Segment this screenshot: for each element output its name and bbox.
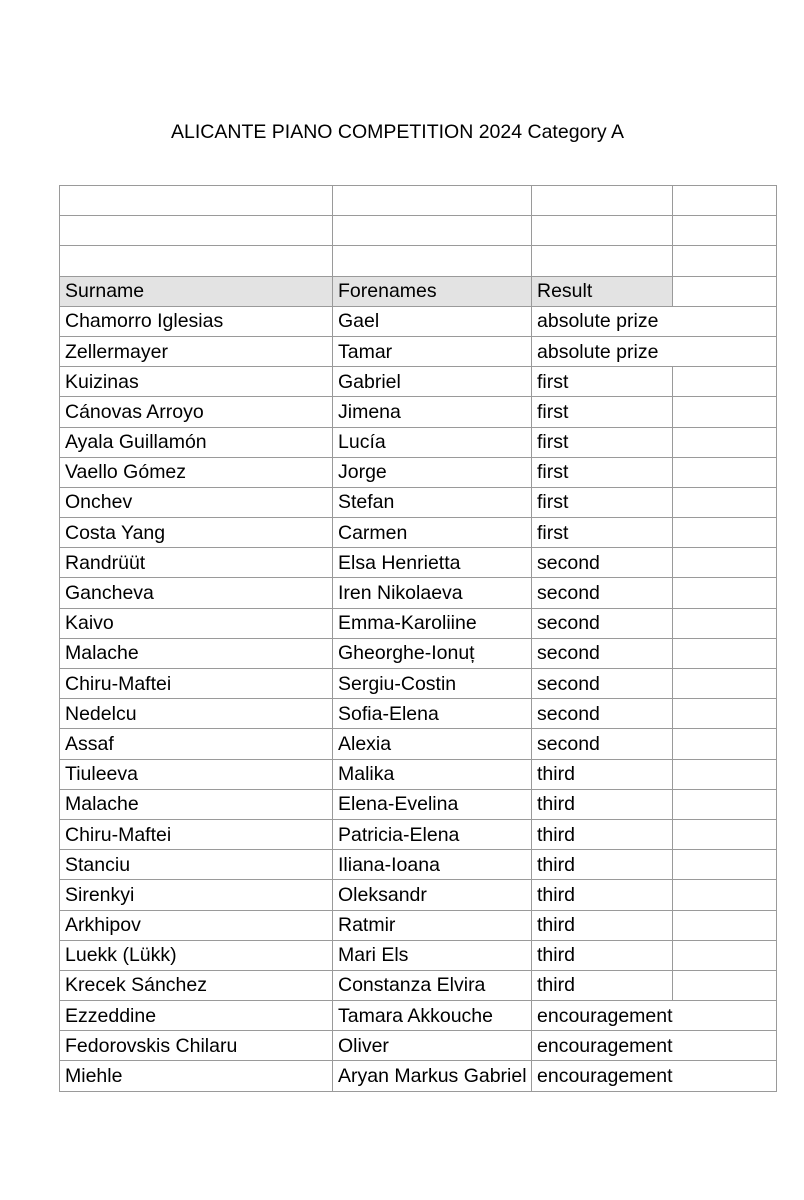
empty-cell[interactable] bbox=[673, 970, 777, 1000]
empty-cell[interactable] bbox=[673, 789, 777, 819]
table-row bbox=[60, 880, 777, 910]
empty-cell[interactable] bbox=[673, 487, 777, 517]
surname-cell[interactable]: Malache bbox=[60, 789, 333, 819]
page-title: ALICANTE PIANO COMPETITION 2024 Category A bbox=[171, 121, 624, 143]
result-cell[interactable]: third bbox=[532, 970, 673, 1000]
surname-cell[interactable]: Ayala Guillamón bbox=[60, 427, 333, 457]
result-cell[interactable]: second bbox=[532, 578, 673, 608]
header-forenames[interactable]: Forenames bbox=[333, 276, 532, 306]
empty-row bbox=[60, 216, 777, 246]
forenames-cell[interactable]: Gheorghe-Ionuț bbox=[333, 638, 532, 668]
result-cell[interactable]: second bbox=[532, 729, 673, 759]
empty-cell[interactable] bbox=[673, 427, 777, 457]
empty-cell[interactable] bbox=[673, 367, 777, 397]
empty-row bbox=[60, 186, 777, 216]
table-row bbox=[60, 669, 777, 699]
table-row bbox=[60, 306, 777, 336]
result-cell[interactable]: encouragement bbox=[532, 1001, 673, 1031]
empty-cell[interactable] bbox=[673, 759, 777, 789]
forenames-cell[interactable]: Aryan Markus Gabriel bbox=[333, 1061, 532, 1091]
forenames-cell[interactable]: Carmen bbox=[333, 518, 532, 548]
result-cell[interactable]: second bbox=[532, 699, 673, 729]
result-cell[interactable]: absolute prize bbox=[532, 306, 673, 336]
empty-row bbox=[60, 246, 777, 276]
empty-cell[interactable] bbox=[673, 518, 777, 548]
forenames-cell[interactable]: Gabriel bbox=[333, 367, 532, 397]
forenames-cell[interactable]: Mari Els bbox=[333, 940, 532, 970]
surname-cell[interactable]: Chiru-Maftei bbox=[60, 669, 333, 699]
table-row bbox=[60, 457, 777, 487]
table-row bbox=[60, 487, 777, 517]
surname-cell[interactable]: Fedorovskis Chilaru bbox=[60, 1031, 333, 1061]
forenames-cell[interactable]: Constanza Elvira bbox=[333, 970, 532, 1000]
empty-cell[interactable] bbox=[673, 1031, 777, 1061]
table-row bbox=[60, 789, 777, 819]
table-row bbox=[60, 1001, 777, 1031]
empty-cell[interactable] bbox=[333, 216, 532, 246]
table-row bbox=[60, 638, 777, 668]
table-row bbox=[60, 548, 777, 578]
result-cell[interactable]: absolute prize bbox=[532, 336, 673, 366]
forenames-cell[interactable]: Elsa Henrietta bbox=[333, 548, 532, 578]
table-row bbox=[60, 1031, 777, 1061]
empty-cell[interactable] bbox=[673, 819, 777, 849]
forenames-cell[interactable]: Malika bbox=[333, 759, 532, 789]
empty-cell[interactable] bbox=[673, 397, 777, 427]
result-cell[interactable]: first bbox=[532, 397, 673, 427]
empty-cell[interactable] bbox=[333, 246, 532, 276]
result-cell[interactable]: second bbox=[532, 669, 673, 699]
surname-cell[interactable]: Sirenkyi bbox=[60, 880, 333, 910]
forenames-cell[interactable]: Patricia-Elena bbox=[333, 819, 532, 849]
surname-cell[interactable]: Assaf bbox=[60, 729, 333, 759]
table-row bbox=[60, 367, 777, 397]
empty-cell[interactable] bbox=[532, 246, 673, 276]
surname-cell[interactable]: Tiuleeva bbox=[60, 759, 333, 789]
forenames-cell[interactable]: Gael bbox=[333, 306, 532, 336]
empty-cell[interactable] bbox=[673, 940, 777, 970]
table-row bbox=[60, 518, 777, 548]
empty-cell[interactable] bbox=[673, 306, 777, 336]
table-row bbox=[60, 759, 777, 789]
results-table bbox=[59, 185, 777, 1092]
empty-cell[interactable] bbox=[673, 216, 777, 246]
result-cell[interactable]: third bbox=[532, 759, 673, 789]
surname-cell[interactable]: Cánovas Arroyo bbox=[60, 397, 333, 427]
result-cell[interactable]: first bbox=[532, 427, 673, 457]
header-row bbox=[60, 276, 777, 306]
surname-cell[interactable]: Vaello Gómez bbox=[60, 457, 333, 487]
forenames-cell[interactable]: Stefan bbox=[333, 487, 532, 517]
table-row bbox=[60, 699, 777, 729]
surname-cell[interactable]: Ezzeddine bbox=[60, 1001, 333, 1031]
header-surname[interactable]: Surname bbox=[60, 276, 333, 306]
empty-cell[interactable] bbox=[673, 669, 777, 699]
result-cell[interactable]: first bbox=[532, 518, 673, 548]
forenames-cell[interactable]: Sergiu-Costin bbox=[333, 669, 532, 699]
result-cell[interactable]: encouragement bbox=[532, 1031, 673, 1061]
empty-cell[interactable] bbox=[673, 880, 777, 910]
table-row bbox=[60, 850, 777, 880]
table-row bbox=[60, 729, 777, 759]
empty-cell[interactable] bbox=[532, 186, 673, 216]
table-row bbox=[60, 910, 777, 940]
surname-cell[interactable]: Luekk (Lükk) bbox=[60, 940, 333, 970]
result-cell[interactable]: second bbox=[532, 638, 673, 668]
result-cell[interactable]: third bbox=[532, 850, 673, 880]
forenames-cell[interactable]: Lucía bbox=[333, 427, 532, 457]
empty-cell[interactable] bbox=[60, 246, 333, 276]
result-cell[interactable]: third bbox=[532, 789, 673, 819]
result-cell[interactable]: encouragement bbox=[532, 1061, 673, 1091]
empty-cell[interactable] bbox=[673, 578, 777, 608]
result-cell[interactable]: first bbox=[532, 487, 673, 517]
surname-cell[interactable]: Randrüüt bbox=[60, 548, 333, 578]
forenames-cell[interactable]: Sofia-Elena bbox=[333, 699, 532, 729]
forenames-cell[interactable]: Jorge bbox=[333, 457, 532, 487]
surname-cell[interactable]: Gancheva bbox=[60, 578, 333, 608]
forenames-cell[interactable]: Tamara Akkouche bbox=[333, 1001, 532, 1031]
header-result[interactable]: Result bbox=[532, 276, 673, 306]
table-row bbox=[60, 397, 777, 427]
surname-cell[interactable]: Krecek Sánchez bbox=[60, 970, 333, 1000]
surname-cell[interactable]: Chiru-Maftei bbox=[60, 819, 333, 849]
surname-cell[interactable]: Nedelcu bbox=[60, 699, 333, 729]
empty-cell[interactable] bbox=[673, 1001, 777, 1031]
table-row bbox=[60, 940, 777, 970]
empty-cell[interactable] bbox=[673, 1061, 777, 1091]
surname-cell[interactable]: Kuizinas bbox=[60, 367, 333, 397]
result-cell[interactable]: third bbox=[532, 819, 673, 849]
result-cell[interactable]: third bbox=[532, 940, 673, 970]
table-row bbox=[60, 336, 777, 366]
surname-cell[interactable]: Onchev bbox=[60, 487, 333, 517]
empty-cell[interactable] bbox=[60, 186, 333, 216]
forenames-cell[interactable]: Elena-Evelina bbox=[333, 789, 532, 819]
surname-cell[interactable]: Malache bbox=[60, 638, 333, 668]
result-cell[interactable]: second bbox=[532, 608, 673, 638]
forenames-cell[interactable]: Alexia bbox=[333, 729, 532, 759]
empty-cell[interactable] bbox=[673, 638, 777, 668]
empty-cell[interactable] bbox=[673, 276, 777, 306]
empty-cell[interactable] bbox=[60, 216, 333, 246]
results-table-body bbox=[60, 186, 777, 1092]
table-row bbox=[60, 578, 777, 608]
forenames-cell[interactable]: Emma-Karoliine bbox=[333, 608, 532, 638]
table-row bbox=[60, 427, 777, 457]
empty-cell[interactable] bbox=[673, 246, 777, 276]
forenames-cell[interactable]: Oliver bbox=[333, 1031, 532, 1061]
empty-cell[interactable] bbox=[673, 910, 777, 940]
surname-cell[interactable]: Costa Yang bbox=[60, 518, 333, 548]
surname-cell[interactable]: Zellermayer bbox=[60, 336, 333, 366]
surname-cell[interactable]: Kaivo bbox=[60, 608, 333, 638]
empty-cell[interactable] bbox=[673, 186, 777, 216]
forenames-cell[interactable]: Iren Nikolaeva bbox=[333, 578, 532, 608]
result-cell[interactable]: first bbox=[532, 367, 673, 397]
surname-cell[interactable]: Miehle bbox=[60, 1061, 333, 1091]
empty-cell[interactable] bbox=[673, 699, 777, 729]
surname-cell[interactable]: Chamorro Iglesias bbox=[60, 306, 333, 336]
forenames-cell[interactable]: Ratmir bbox=[333, 910, 532, 940]
table-row bbox=[60, 970, 777, 1000]
table-row bbox=[60, 819, 777, 849]
result-cell[interactable]: second bbox=[532, 548, 673, 578]
empty-cell[interactable] bbox=[532, 216, 673, 246]
table-row bbox=[60, 1061, 777, 1091]
empty-cell[interactable] bbox=[673, 336, 777, 366]
result-cell[interactable]: first bbox=[532, 457, 673, 487]
table-row bbox=[60, 608, 777, 638]
surname-cell[interactable]: Stanciu bbox=[60, 850, 333, 880]
forenames-cell[interactable]: Iliana-Ioana bbox=[333, 850, 532, 880]
result-cell[interactable]: third bbox=[532, 910, 673, 940]
empty-cell[interactable] bbox=[673, 457, 777, 487]
empty-cell[interactable] bbox=[673, 548, 777, 578]
empty-cell[interactable] bbox=[673, 729, 777, 759]
empty-cell[interactable] bbox=[673, 850, 777, 880]
forenames-cell[interactable]: Jimena bbox=[333, 397, 532, 427]
empty-cell[interactable] bbox=[673, 608, 777, 638]
result-cell[interactable]: third bbox=[532, 880, 673, 910]
surname-cell[interactable]: Arkhipov bbox=[60, 910, 333, 940]
empty-cell[interactable] bbox=[333, 186, 532, 216]
forenames-cell[interactable]: Oleksandr bbox=[333, 880, 532, 910]
forenames-cell[interactable]: Tamar bbox=[333, 336, 532, 366]
